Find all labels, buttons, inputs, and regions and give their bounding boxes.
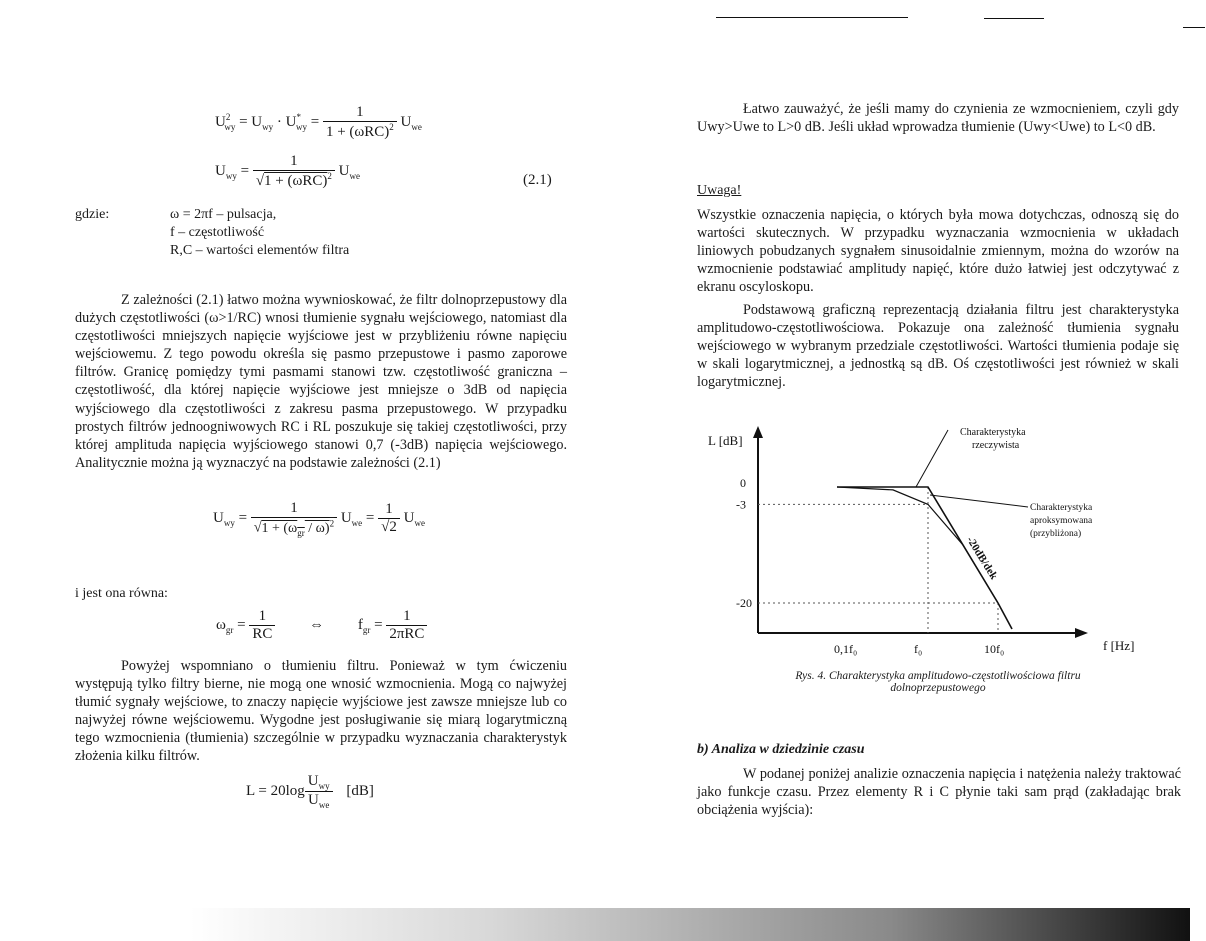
definition-omega: ω = 2πf – pulsacja, [170,207,277,222]
equation-omega-gr: $\omega_{gr}$ = $\frac{1}{RC}$ ⇔ $f_{gr}$ = $\frac{1}{\text{2πRC}}$ [216,608,427,643]
jest-ona-label: i jest ona równa: [75,586,168,601]
y-axis-arrow [753,426,763,438]
annotation-approx-leader [930,495,1028,507]
equation-cutoff: $U_{wy}$ = $\frac{1}{√1 + (\omega_{gr} / \omega)^2}$ $U_{we}$ = $\frac{1}{√2}$ $U_{we}$ [213,500,425,538]
right-paragraph-4 [697,765,1181,819]
equation-l: L = 20log $\frac{U_{wy}}{U_{we}}$ [dB] [246,773,374,810]
annotation-real-line2: rzeczywista [972,440,1020,451]
gdzie-label: gdzie: [75,207,110,222]
x-tick-label: 10f₀ [984,642,1005,656]
paragraph-text: Łatwo zauważyć, że jeśli mamy do czynienia ze wzmocnieniem, czyli gdy Uwy>Uwe to L>0 dB. Jeśli układ wprowadza tłumienie (Uwy<Uwe) to L<0 dB. [697,101,1179,136]
left-paragraph-1 [75,291,567,472]
right-paragraph-1 [697,100,1179,136]
paragraph-text: Z zależności (2.1) łatwo można wywnioskować, że filtr dolnoprzepustowy dla dużych częstotliwości (ω>1/RC) wnosi tłumienie sygnału wejściowego, natomiast dla częstotliwości mniejszych napięcie wyjściowe jest w przybliżeniu równe napięciu wejściowemu. Z tego powodu określa się pasmo przepustowe i pasmo zaporowe filtrów. Granicę pomiędzy tymi pasmami stanowi tzw. częstotliwość graniczna – częstotliwość, dla której napięcie wyjściowe jest mniejsze o 3dB od napięcia wyjściowego dla częstotliwości z zakresu pasma przepustowego. W przypadku prostych filtrów jednoogniwowych RC i RL poszukuje się takiej częstotliwości, przy której amplituda napięcia wyjściowego stanowi 0,7 (-3dB) napięcia wejściowego. Analitycznie można ją wyznaczyć na podstawie zależności (2.1) [75,292,567,471]
equation-uwy: $U_{wy}$ = $\frac{1}{√1 + (\omega RC)^2}$ $U_{we}$ [215,153,360,189]
series-approximated-extension [998,603,1012,629]
figure-caption: Rys. 4. Charakterystyka amplitudowo-częstotliwościowa filtru dolnoprzepustowego [795,670,1081,694]
x-tick-label: 0,1f₀ [834,642,858,656]
paragraph-text: W podanej poniżej analizie oznaczenia napięcia i natężenia należy traktować jako funkcje czasu. Przez elementy R i C płynie taki sam prąd (zakładając brak obciążenia wyjścia): [697,766,1181,819]
y-tick-label: -3 [736,497,746,512]
left-paragraph-2 [75,657,567,766]
section-b-heading: b) Analiza w dziedzinie czasu [697,742,865,757]
paragraph-text: Wszystkie oznaczenia napięcia, o których była mowa dotychczas, odnoszą się do wartości skutecznych. W przypadku wyznaczania wzmocnienia w układach liniowych pobudzanych sygnałem sinusoidalnie zmiennym, można do wzorów na wzmocnienie podstawiać amplitudy napięć, które dużo łatwiej jest odczytywać z ekranu oscyloskopu. [697,207,1179,296]
paragraph-text: Powyżej wspomniano o tłumieniu filtru. Ponieważ w tym ćwiczeniu występują tylko filtry bierne, nie mogą one wnosić wzmocnienia. Mogą co najwyżej tłumić sygnały wejściowe, to znaczy napięcie wyjściowe jest zawsze mniejsze lub co najwyżej równe wejściowemu. Wygodne jest posługiwanie się miarą logarytmiczną tego wzmocnienia (tłumienia) szczególnie w przypadku wyznaczania charakterystyk złożenia kilku filtrów. [75,658,567,765]
y-tick-label: 0 [740,476,746,490]
scan-line [716,17,908,18]
x-axis-label: f [Hz] [1103,638,1135,653]
equation-uwy-squared: $U^2_{wy} = U_{wy} \cdot U^*_{wy}$ = $\frac{1}{1 + (\omega RC)^2}$ $U_{we}$ [215,104,422,140]
definition-f: f – częstotliwość [170,225,265,240]
definition-rc: R,C – wartości elementów filtra [170,243,350,258]
right-paragraph-3 [697,301,1179,391]
slope-label: -20dB/dek [963,534,1000,582]
equation-number: (2.1) [523,172,552,188]
x-axis-arrow [1075,628,1088,638]
annotation-approx-line2: aproksymowana [1030,516,1093,526]
x-tick-label: f₀ [914,642,923,656]
paragraph-text: Podstawową graficzną reprezentacją działania filtru jest charakterystyka amplitudowo-częstotliwościowa. Pokazuje ona zależność tłumienia sygnału wejściowego w wybranym przedziale częstotliwości. Wartości tłumienia podaje się w skali logarytmicznej, a jednostką są dB. Oś częstotliwości jest również w skali logarytmicznej. [697,302,1179,391]
annotation-real-leader [916,430,948,487]
annotation-real-line1: Charakterystyka [960,427,1026,438]
y-axis-label: L [dB] [708,433,743,448]
db-unit: [dB] [346,782,374,799]
frequency-response-chart [690,415,1160,665]
y-tick-label: -20 [736,596,752,610]
uwaga-heading: Uwaga! [697,183,742,198]
scan-line [1183,27,1205,28]
scan-line [984,18,1044,19]
annotation-approx-line1: Charakterystyka [1030,503,1093,513]
right-paragraph-2 [697,206,1179,296]
annotation-approx-line3: (przybliżona) [1030,529,1082,539]
scan-shadow [190,908,1190,941]
